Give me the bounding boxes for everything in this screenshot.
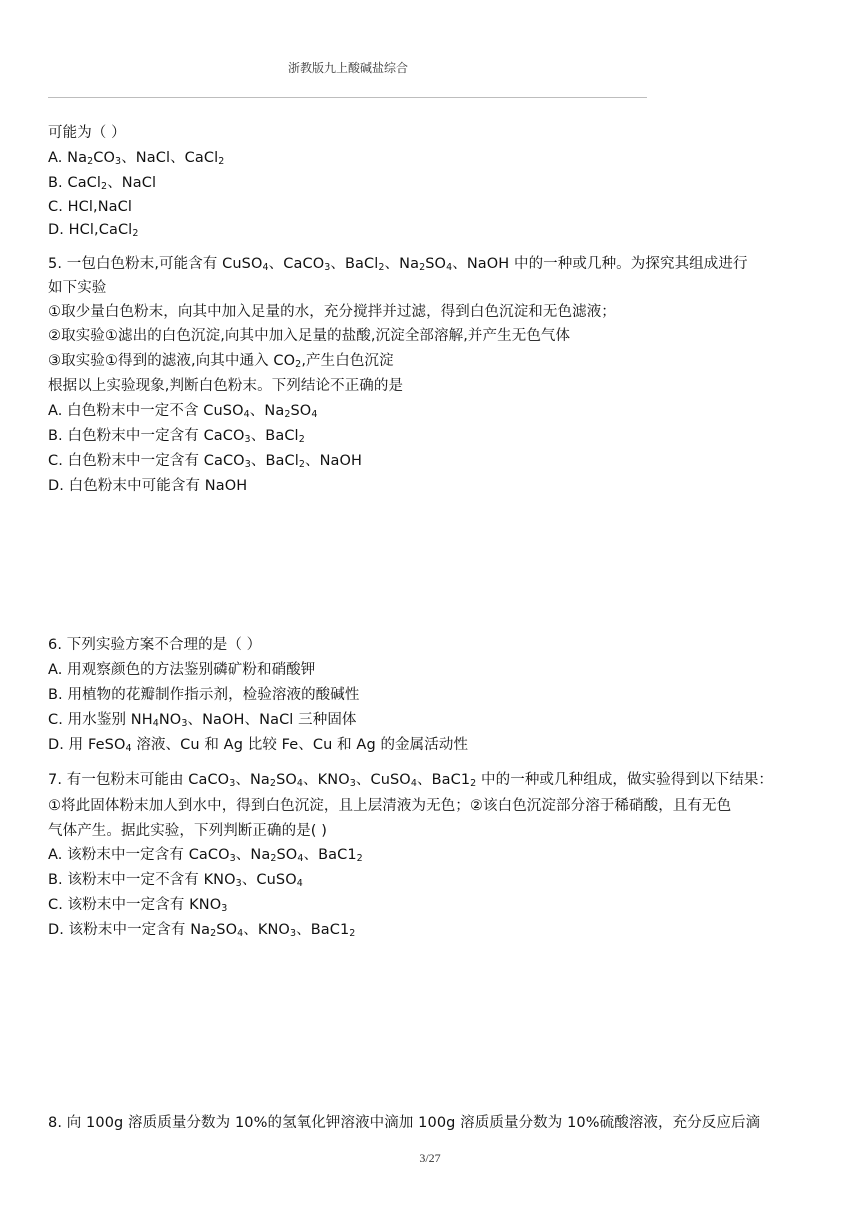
- subscript: 4: [243, 409, 250, 420]
- subscript: 2: [101, 181, 108, 192]
- subscript: 2: [298, 434, 305, 445]
- subscript: 4: [125, 743, 132, 754]
- subscript: 3: [229, 778, 236, 789]
- subscript: 2: [218, 156, 225, 167]
- subscript: 4: [152, 718, 159, 729]
- subscript: 3: [324, 262, 331, 273]
- q5-step3: ③取实验①得到的滤液,向其中通入 $CO_2$,产生白色沉淀: [48, 353, 394, 370]
- continuation-option-b: B. CaCl$_2$、NaCl: [48, 175, 157, 192]
- subscript: 4: [446, 262, 453, 273]
- q5-option-d: D. 白色粉末中可能含有 NaOH: [48, 478, 248, 494]
- subscript: 2: [470, 778, 477, 789]
- q6-stem: 6. 下列实验方案不合理的是（ ）: [48, 637, 262, 653]
- subscript: 3: [115, 156, 122, 167]
- q7-option-b: B. 该粉末中一定不含有 $KNO_3$、CuSO$_4$: [48, 872, 303, 889]
- subscript: 2: [419, 262, 426, 273]
- subscript: 2: [378, 262, 385, 273]
- subscript: 3: [289, 928, 297, 939]
- q8-stem-line1: 8. 向 100g 溶质质量分数为 10%的氢氧化钾溶液中滴加 100g 溶质质量分数为 10%硫酸溶液，充分反应后滴: [48, 1115, 761, 1131]
- subscript: 4: [262, 262, 269, 273]
- q7-option-d: D. 该粉末中一定含有 $Na_2SO_4$、$KNO_3$、$BaC1_2$: [48, 922, 356, 939]
- q7-stem-line1: 7. 有一包粉末可能由 CaCO$_3$、$Na_2SO_4$、$KNO_3$、CuSO$_4$、$BaC1_2$ 中的一种或几种组成，做实验得到以下结果：: [48, 772, 774, 789]
- page-number: 3/27: [419, 1151, 441, 1165]
- q5-option-a: A. 白色粉末中一定不含 CuSO$_4$、$Na_2SO_4$: [48, 403, 318, 420]
- subscript: 4: [237, 928, 244, 939]
- subscript: 4: [311, 409, 318, 420]
- subscript: 3: [181, 718, 188, 729]
- subscript: 2: [298, 459, 306, 470]
- subscript: 2: [295, 359, 302, 370]
- q5-option-b: B. 白色粉末中一定含有 CaCO$_3$、BaCl$_2$: [48, 428, 305, 445]
- subscript: 4: [410, 778, 417, 789]
- subscript: 3: [235, 878, 242, 889]
- q7-option-c: C. 该粉末中一定含有 $KNO_3$: [48, 897, 228, 914]
- subscript: 3: [244, 434, 251, 445]
- q6-option-a: A. 用观察颜色的方法鉴别磷矿粉和硝酸钾: [48, 662, 316, 678]
- subscript: 2: [87, 156, 94, 167]
- q5-option-c: C. 白色粉末中一定含有 CaCO$_3$、BaCl$_2$、NaOH: [48, 453, 363, 470]
- subscript: 2: [270, 853, 277, 864]
- subscript: 2: [356, 853, 363, 864]
- q7-stem-line2: ①将此固体粉末加人到水中，得到白色沉淀，且上层清液为无色；②该白色沉淀部分溶于稀硝酸，且有无色: [48, 798, 732, 814]
- q7-stem-line3: 气体产生。据此实验，下列判断正确的是( ): [48, 823, 328, 839]
- subscript: 4: [296, 878, 303, 889]
- subscript: 3: [244, 459, 251, 470]
- continuation-stem: 可能为（ ）: [48, 125, 126, 141]
- header-title: 浙教版九上酸碱盐综合: [287, 61, 408, 75]
- subscript: 4: [296, 778, 304, 789]
- continuation-option-a: A. $Na_2CO_3$、NaCl、CaCl$_2$: [48, 150, 225, 167]
- continuation-option-d: D. HCl,CaCl$_2$: [48, 222, 139, 239]
- q5-step1: ①取少量白色粉末，向其中加入足量的水，充分搅拌并过滤，得到白色沉淀和无色滤液；: [48, 304, 616, 320]
- q6-option-d: D. 用 FeSO$_4$ 溶液、Cu 和 Ag 比较 Fe、Cu 和 Ag 的金属活动性: [48, 737, 469, 754]
- subscript: 2: [210, 928, 217, 939]
- continuation-option-c: C. HCl,NaCl: [48, 199, 132, 215]
- subscript: 2: [132, 228, 139, 239]
- subscript: 3: [229, 853, 236, 864]
- subscript: 2: [284, 409, 291, 420]
- q7-option-a: A. 该粉末中一定含有 CaCO$_3$、$Na_2SO_4$、$BaC1_2$: [48, 847, 363, 864]
- q5-stem-line1: 5. 一包白色粉末,可能含有 CuSO$_4$、CaCO$_3$、BaCl$_2$、$Na_2SO_4$、NaOH 中的一种或几种。为探究其组成进行: [48, 256, 748, 273]
- subscript: 4: [297, 853, 304, 864]
- q5-step2: ②取实验①滤出的白色沉淀,向其中加入足量的盐酸,沉淀全部溶解,并产生无色气体: [48, 328, 571, 344]
- subscript: 2: [349, 928, 356, 939]
- q6-option-c: C. 用水鉴别 $NH_4NO_3$、NaOH、NaCl 三种固体: [48, 712, 357, 729]
- q6-option-b: B. 用植物的花瓣制作指示剂，检验溶液的酸碱性: [48, 687, 360, 703]
- q5-stem-line2: 如下实验: [48, 280, 107, 296]
- header-divider: [48, 97, 647, 98]
- subscript: 3: [349, 778, 356, 789]
- subscript: 2: [269, 778, 277, 789]
- subscript: 3: [221, 903, 228, 914]
- q5-question: 根据以上实验现象,判断白色粉末。下列结论不正确的是: [48, 378, 404, 394]
